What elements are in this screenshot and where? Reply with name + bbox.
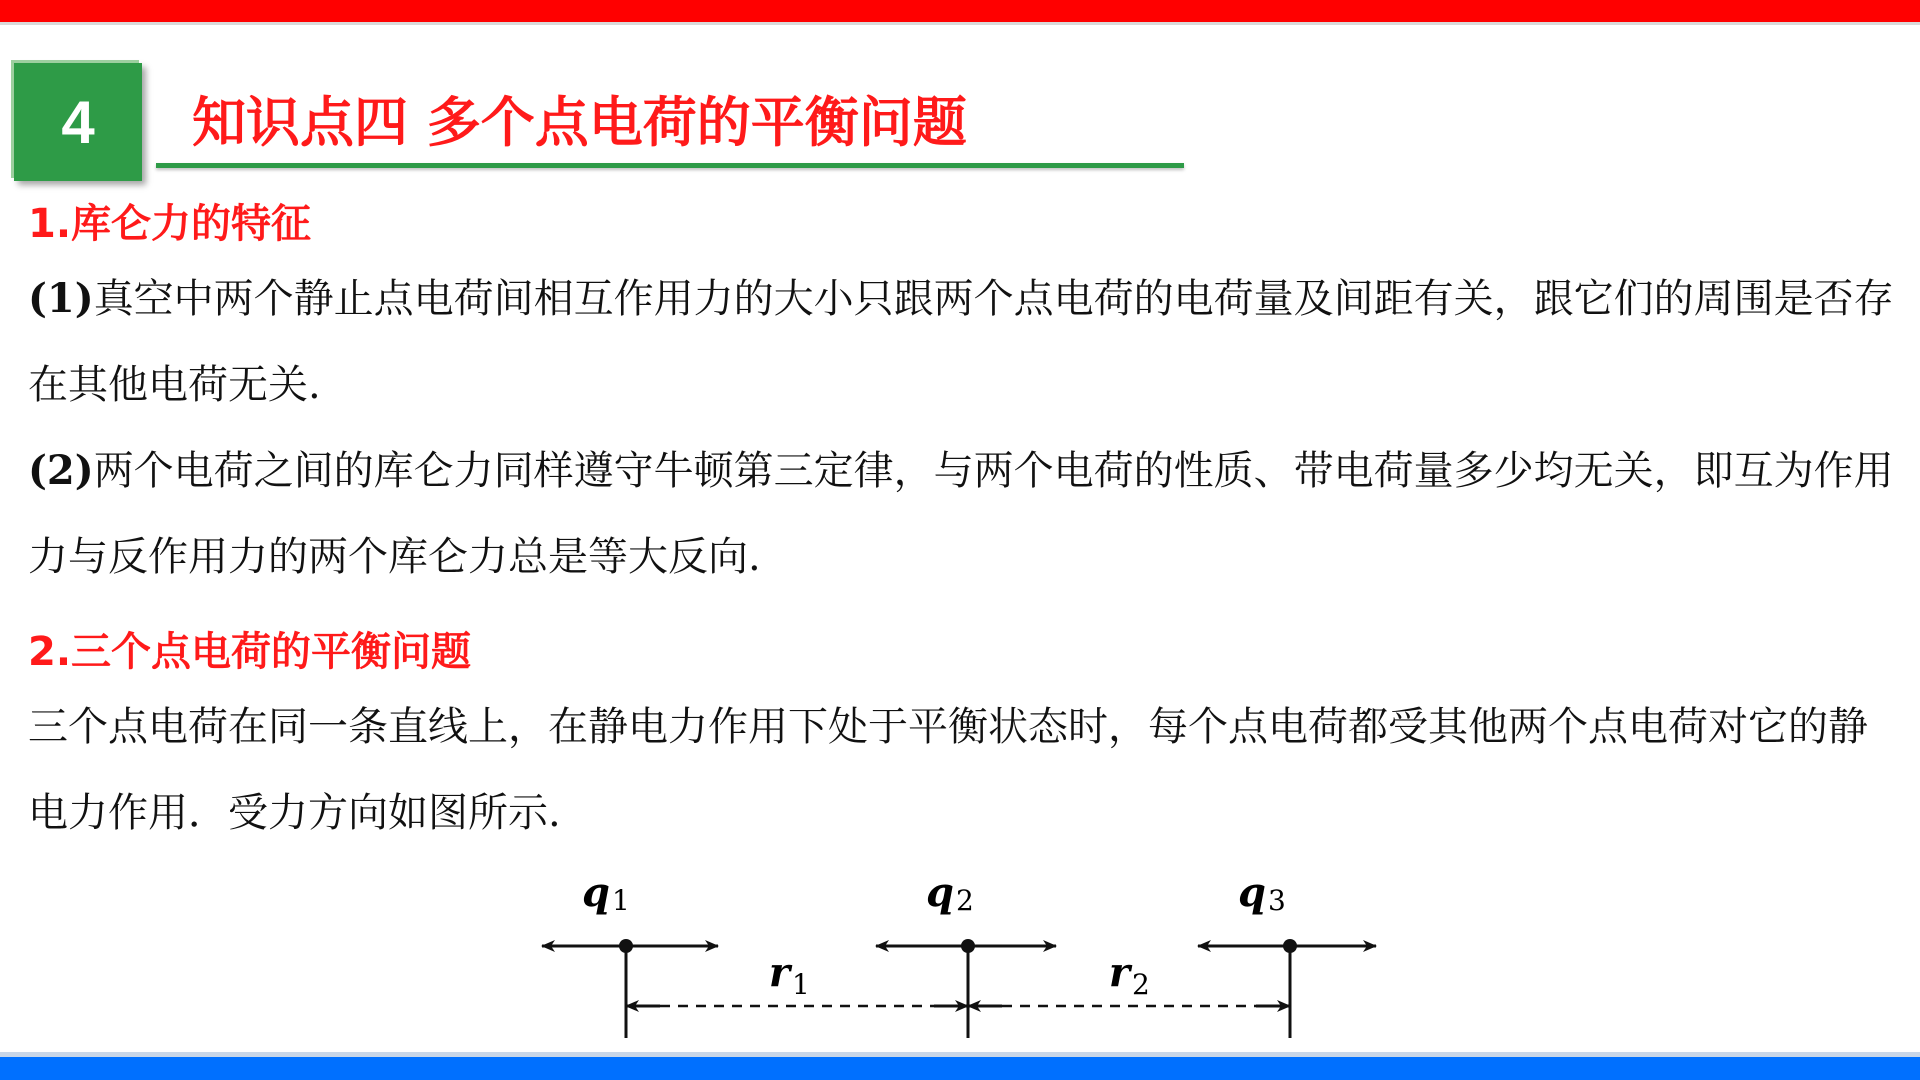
item-1-label: (1): [28, 275, 94, 322]
heading-coulomb-features: 1.库仑力的特征: [28, 201, 312, 247]
charge-label-q1: q: [582, 869, 610, 916]
charge-sub-q1: 1: [612, 884, 630, 917]
distance-label-r2: r: [1108, 949, 1130, 996]
item-2-label: (2): [28, 447, 94, 494]
section-number-badge: [14, 63, 142, 181]
charge-sub-q3: 3: [1268, 884, 1286, 917]
paragraph-item-1: [28, 256, 1898, 428]
title-underline: [156, 163, 1184, 168]
charge-label-q3: q: [1238, 869, 1266, 916]
paragraph-three-charges: 三个点电荷在同一条直线上，在静电力作用下处于平衡状态时，每个点电荷都受其他两个点电荷对它的静电力作用．受力方向如图所示.: [28, 704, 1868, 836]
heading-three-charges: 2.三个点电荷的平衡问题: [28, 629, 472, 675]
charge-sub-q2: 2: [956, 884, 974, 917]
charge-label-q2: q: [926, 869, 954, 916]
item-1-text: 真空中两个静止点电荷间相互作用力的大小只跟两个点电荷的电荷量及间距有关，跟它们的周围是否存在其他电荷无关.: [28, 276, 1894, 408]
bottom-blue-bar: [0, 1057, 1920, 1080]
distance-label-r1: r: [768, 949, 790, 996]
distance-sub-r2: 2: [1132, 968, 1150, 1001]
section-number: 4: [61, 88, 95, 156]
item-2-text: 两个电荷之间的库仑力同样遵守牛顿第三定律，与两个电荷的性质、带电荷量多少均无关，即互为作用力与反作用力的两个库仑力总是等大反向.: [28, 448, 1894, 580]
paragraph-item-2: [28, 428, 1898, 600]
distance-sub-r1: 1: [792, 968, 810, 1001]
top-red-bar: [0, 0, 1920, 22]
force-diagram: [500, 860, 1420, 1050]
slide-title: 知识点四 多个点电荷的平衡问题: [192, 91, 967, 154]
top-bar-shadow: [0, 22, 1920, 25]
